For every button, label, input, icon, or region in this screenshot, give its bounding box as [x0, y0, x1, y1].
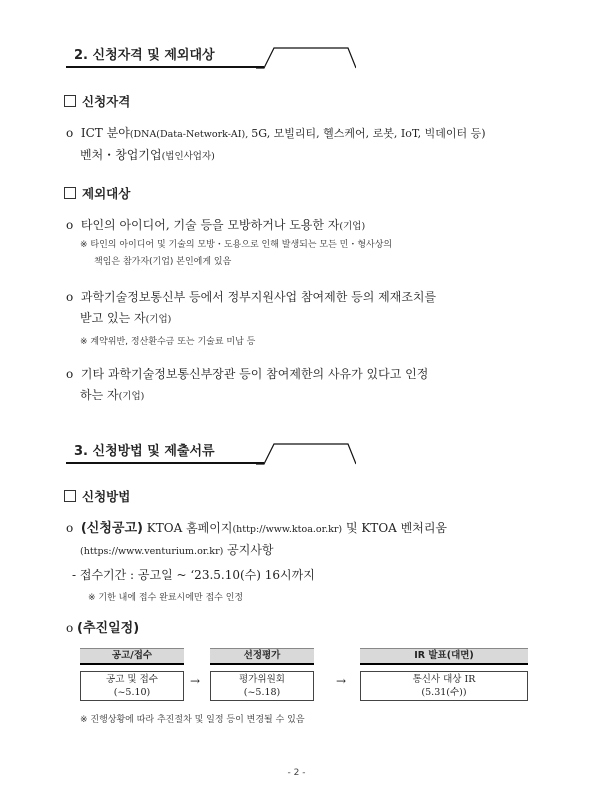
step-body: 통신사 대상 IR (5.31(수)): [360, 671, 528, 701]
section-tab-shape-icon: [256, 440, 356, 466]
exclusion-heading: 제외대상: [64, 184, 130, 202]
eligibility-item: o ICT 분야(DNA(Data-Network-AI), 5G, 모빌리티, 헬스케어, 로봇, IoT, 빅데이터 등) 벤처・창업기업(법인사업자): [66, 126, 486, 162]
checkbox-square-icon: [64, 187, 76, 199]
step-evaluation: [210, 648, 314, 701]
step-header: IR 발표(대면): [360, 648, 528, 665]
exclusion-note-1: ※ 타인의 아이디어 및 기술의 모방・도용으로 인해 발생되는 모든 민・형사상의 책임은 참가자(기업) 본인에게 있음: [80, 240, 393, 267]
step-body: 공고 및 접수 (~5.10): [80, 671, 184, 701]
period-note: ※ 기한 내에 접수 완료시에만 접수 인정: [88, 593, 244, 603]
exclusion-note-2: ※ 계약위반, 정산환수금 또는 기술료 미납 등: [80, 337, 256, 347]
step-body: 평가위원회 (~5.18): [210, 671, 314, 701]
method-heading: 신청방법: [64, 487, 130, 505]
schedule-label: o (추진일정): [66, 621, 140, 636]
arrow-right-icon: →: [190, 674, 201, 688]
arrow-right-icon: →: [336, 674, 347, 688]
exclusion-item-2: o 과학기술정보통신부 등에서 정부지원사업 참여제한 등의 제재조치를 받고 있는 자(기업): [66, 290, 437, 325]
eligibility-heading: 신청자격: [64, 92, 130, 110]
page-number: - 2 -: [287, 768, 306, 778]
step-header: 선정평가: [210, 648, 314, 665]
step-header: 공고/접수: [80, 648, 184, 665]
schedule-note: ※ 진행상황에 따라 추진절차 및 일정 등이 변경될 수 있음: [80, 715, 305, 725]
checkbox-square-icon: [64, 95, 76, 107]
section-2-title: 2. 신청자격 및 제외대상: [66, 44, 264, 68]
step-announcement: [80, 648, 184, 701]
application-period: - 접수기간 : 공고일 ~ ‘23.5.10(수) 16시까지: [72, 568, 315, 582]
announcement-item: o (신청공고) KTOA 홈페이지(http://www.ktoa.or.kr) 및 KTOA 벤처리움 (https://www.venturium.or.kr) 공지사항: [66, 521, 448, 557]
section-tab-shape-icon: [256, 44, 356, 70]
checkbox-square-icon: [64, 490, 76, 502]
section-3-title: 3. 신청방법 및 제출서류: [66, 440, 264, 464]
step-ir-presentation: [360, 648, 528, 701]
exclusion-item-1: o 타인의 아이디어, 기술 등을 모방하거나 도용한 자(기업): [66, 218, 366, 232]
exclusion-item-3: o 기타 과학기술정보통신부장관 등이 참여제한의 사유가 있다고 인정 하는 자(기업): [66, 367, 429, 402]
schedule-flow: [80, 648, 528, 708]
